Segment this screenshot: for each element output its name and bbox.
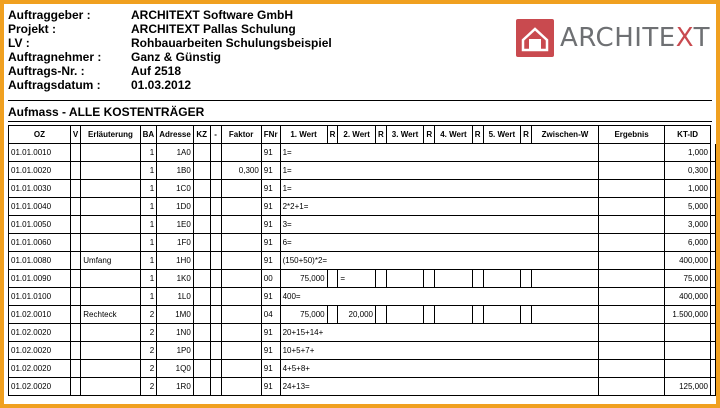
cell-kt-id [711,306,716,324]
cell-faktor [221,306,261,324]
cell-empty [375,270,386,288]
cell-v [70,252,80,270]
column-header[interactable]: Faktor [221,126,261,144]
column-header[interactable]: Zwischen-W [531,126,598,144]
cell-formula: 6= [280,234,598,252]
cell-fnr: 91 [261,342,280,360]
cell-faktor [221,180,261,198]
cell-erlaeuterung [81,288,140,306]
cell-zwischenwert [598,252,664,270]
cell-zwischenwert [598,216,664,234]
table-row[interactable] [9,252,716,270]
cell-adresse: 1N0 [157,324,194,342]
cell-minus [210,342,221,360]
cell-v [70,360,80,378]
cell-minus [210,270,221,288]
cell-empty [521,306,532,324]
table-row[interactable] [9,180,716,198]
cell-adresse: 1E0 [157,216,194,234]
cell-v [70,324,80,342]
cell-zwischenwert [598,360,664,378]
cell-ba: 1 [140,270,157,288]
cell-faktor [221,216,261,234]
cell-fnr: 91 [261,144,280,162]
document-page [4,4,716,404]
cell-kt-id [711,162,716,180]
cell-adresse: 1C0 [157,180,194,198]
cell-kz [193,270,210,288]
cell-erlaeuterung [81,342,140,360]
column-header[interactable]: Ergebnis [598,126,664,144]
cell-oz: 01.02.0020 [9,378,71,396]
cell-v [70,234,80,252]
column-header[interactable]: KT-ID [665,126,711,144]
header-row-order-number: Auftrags-Nr. : Auf 2518 [8,64,182,78]
cell-ba: 2 [140,306,157,324]
cell-oz: 01.02.0010 [9,306,71,324]
column-header[interactable]: FNr [261,126,280,144]
table-row[interactable] [9,378,716,396]
column-header[interactable]: - [210,126,221,144]
cell-formula: 20+15+14+ [280,324,598,342]
cell-adresse: 1L0 [157,288,194,306]
cell-zwischenwert [598,270,664,288]
cell-zwischenwert [598,288,664,306]
cell-kt-id [711,378,716,396]
header-row-client: Auftraggeber : ARCHITEXT Software GmbH [8,8,294,22]
cell-empty [483,270,521,288]
cell-ergebnis: 400,000 [665,288,711,306]
cell-kt-id [711,144,716,162]
cell-erlaeuterung [81,216,140,234]
column-header[interactable]: 2. Wert [338,126,376,144]
column-header[interactable]: 1. Wert [280,126,327,144]
cell-oz: 01.01.0010 [9,144,71,162]
cell-faktor: 0,300 [221,162,261,180]
cell-ba: 1 [140,162,157,180]
column-header[interactable]: Adresse [157,126,194,144]
cell-kt-id [711,252,716,270]
column-header[interactable]: 4. Wert [435,126,473,144]
cell-formula: 4+5+8+ [280,360,598,378]
cell-erlaeuterung: Umfang [81,252,140,270]
table-row[interactable] [9,306,716,324]
cell-minus [210,360,221,378]
cell-fnr: 91 [261,198,280,216]
cell-ba: 1 [140,144,157,162]
column-header[interactable]: R [327,126,338,144]
table-header-row [9,126,716,144]
cell-ba: 1 [140,198,157,216]
cell-wert-1: 75,000 [280,270,327,288]
cell-faktor [221,198,261,216]
cell-adresse: 1F0 [157,234,194,252]
cell-ergebnis [665,342,711,360]
column-header[interactable]: BA [140,126,157,144]
cell-wert-2: 20,000 [338,306,376,324]
cell-kt-id [711,342,716,360]
cell-adresse: 1A0 [157,144,194,162]
logo-wordmark: ARCHITEXT [560,23,710,53]
cell-kt-id [711,360,716,378]
cell-v [70,342,80,360]
header-row-order-date: Auftragsdatum : 01.03.2012 [8,78,192,92]
cell-wert-1: 75,000 [280,306,327,324]
cell-kt-id [711,234,716,252]
table-row[interactable] [9,216,716,234]
cell-zwischenwert [598,198,664,216]
cell-adresse: 1D0 [157,198,194,216]
cell-erlaeuterung [81,162,140,180]
cell-fnr: 91 [261,378,280,396]
cell-erlaeuterung [81,360,140,378]
cell-v [70,378,80,396]
cell-empty [375,306,386,324]
cell-erlaeuterung [81,198,140,216]
cell-oz: 01.01.0060 [9,234,71,252]
column-header[interactable]: 5. Wert [483,126,521,144]
cell-kz [193,324,210,342]
cell-minus [210,324,221,342]
cell-oz: 01.02.0020 [9,360,71,378]
cell-kz [193,378,210,396]
cell-ergebnis: 1,000 [665,180,711,198]
cell-empty [386,270,424,288]
cell-kz [193,216,210,234]
cell-ergebnis: 5,000 [665,198,711,216]
cell-faktor [221,360,261,378]
cell-adresse: 1B0 [157,162,194,180]
cell-kt-id [711,180,716,198]
cell-ergebnis: 6,000 [665,234,711,252]
cell-oz: 01.01.0100 [9,288,71,306]
cell-minus [210,252,221,270]
column-header[interactable]: R [472,126,483,144]
cell-v [70,180,80,198]
cell-v [70,306,80,324]
cell-erlaeuterung [81,144,140,162]
cell-faktor [221,342,261,360]
cell-kz [193,144,210,162]
cell-v [70,288,80,306]
column-header[interactable]: OZ [9,126,71,144]
cell-adresse: 1H0 [157,252,194,270]
cell-ba: 2 [140,324,157,342]
header-row-project: Projekt : ARCHITEXT Pallas Schulung [8,22,296,36]
cell-kz [193,162,210,180]
cell-formula: 1= [280,144,598,162]
cell-fnr: 91 [261,216,280,234]
cell-faktor [221,144,261,162]
cell-ba: 1 [140,234,157,252]
cell-kz [193,306,210,324]
header-row-contractor: Auftragnehmer : Ganz & Günstig [8,50,221,64]
cell-kz [193,180,210,198]
column-header[interactable]: Erläuterung [81,126,140,144]
cell-formula: 10+5+7+ [280,342,598,360]
column-header[interactable]: R [375,126,386,144]
cell-formula: 2*2+1= [280,198,598,216]
cell-ergebnis: 0,300 [665,162,711,180]
cell-v [70,270,80,288]
cell-fnr: 04 [261,306,280,324]
house-logo-icon [516,19,554,57]
cell-ergebnis: 1,000 [665,144,711,162]
cell-faktor [221,288,261,306]
cell-empty [424,270,435,288]
cell-fnr: 91 [261,324,280,342]
cell-ba: 1 [140,180,157,198]
cell-faktor [221,234,261,252]
cell-fnr: 91 [261,234,280,252]
cell-kz [193,360,210,378]
cell-ba: 1 [140,216,157,234]
cell-ergebnis: 1.500,000 [665,306,711,324]
cell-oz: 01.01.0050 [9,216,71,234]
cell-adresse: 1P0 [157,342,194,360]
cell-minus [210,144,221,162]
measurement-table [8,125,716,396]
cell-oz: 01.01.0080 [9,252,71,270]
cell-erlaeuterung: Rechteck [81,306,140,324]
cell-v [70,216,80,234]
cell-kt-id [711,270,716,288]
cell-oz: 01.01.0090 [9,270,71,288]
cell-empty [531,306,598,324]
cell-kz [193,198,210,216]
cell-fnr: 91 [261,180,280,198]
cell-zwischenwert [598,234,664,252]
cell-zwischenwert [598,162,664,180]
table-row[interactable] [9,162,716,180]
cell-minus [210,198,221,216]
cell-erlaeuterung [81,378,140,396]
cell-minus [210,180,221,198]
cell-zwischenwert [598,324,664,342]
table-row[interactable] [9,198,716,216]
cell-r1 [327,306,338,324]
cell-kt-id [711,216,716,234]
cell-empty [531,270,598,288]
cell-oz: 01.01.0030 [9,180,71,198]
cell-erlaeuterung [81,270,140,288]
cell-minus [210,216,221,234]
section-title: Aufmass - ALLE KOSTENTRÄGER [8,105,205,119]
cell-empty [386,306,424,324]
cell-oz: 01.02.0020 [9,342,71,360]
cell-faktor [221,378,261,396]
table-row[interactable] [9,234,716,252]
cell-ba: 1 [140,288,157,306]
table-row[interactable] [9,144,716,162]
cell-fnr: 00 [261,270,280,288]
cell-kz [193,288,210,306]
cell-kt-id [711,288,716,306]
cell-erlaeuterung [81,234,140,252]
cell-faktor [221,324,261,342]
table-body [9,144,716,396]
cell-adresse: 1M0 [157,306,194,324]
cell-kz [193,252,210,270]
cell-ergebnis [665,360,711,378]
cell-empty [483,306,521,324]
cell-adresse: 1R0 [157,378,194,396]
cell-oz: 01.01.0040 [9,198,71,216]
cell-empty [521,270,532,288]
cell-formula: 1= [280,180,598,198]
table-row[interactable] [9,342,716,360]
table-row[interactable] [9,360,716,378]
cell-ba: 2 [140,360,157,378]
divider [8,100,712,101]
cell-kt-id [711,198,716,216]
cell-fnr: 91 [261,288,280,306]
cell-minus [210,378,221,396]
document-header [8,8,428,92]
cell-r1 [327,270,338,288]
cell-fnr: 91 [261,360,280,378]
cell-ergebnis: 400,000 [665,252,711,270]
table-row[interactable] [9,288,716,306]
header-row-lv: LV : Rohbauarbeiten Schulungsbeispiel [8,36,332,50]
cell-ergebnis: 3,000 [665,216,711,234]
column-header[interactable]: V [70,126,80,144]
cell-zwischenwert [598,144,664,162]
cell-kz [193,234,210,252]
cell-zwischenwert [598,342,664,360]
cell-v [70,198,80,216]
cell-ba: 1 [140,252,157,270]
cell-formula: 3= [280,216,598,234]
cell-minus [210,234,221,252]
cell-formula: 400= [280,288,598,306]
cell-empty [435,270,473,288]
cell-kt-id [711,324,716,342]
table-row[interactable] [9,324,716,342]
cell-empty [472,306,483,324]
architext-logo [516,18,710,58]
cell-ergebnis [665,324,711,342]
column-header[interactable]: R [521,126,532,144]
column-header[interactable]: R [424,126,435,144]
cell-formula: (150+50)*2= [280,252,598,270]
cell-erlaeuterung [81,180,140,198]
cell-empty [435,306,473,324]
cell-faktor [221,270,261,288]
cell-oz: 01.02.0020 [9,324,71,342]
cell-adresse: 1Q0 [157,360,194,378]
column-header[interactable]: KZ [193,126,210,144]
cell-ergebnis: 125,000 [665,378,711,396]
cell-fnr: 91 [261,252,280,270]
cell-ba: 2 [140,378,157,396]
column-header[interactable]: 3. Wert [386,126,424,144]
cell-kz [193,342,210,360]
cell-oz: 01.01.0020 [9,162,71,180]
cell-fnr: 91 [261,162,280,180]
divider [8,121,712,122]
cell-zwischenwert [598,378,664,396]
cell-minus [210,162,221,180]
cell-formula: 1= [280,162,598,180]
cell-zwischenwert [598,180,664,198]
cell-wert-2: = [338,270,376,288]
cell-v [70,144,80,162]
cell-adresse: 1K0 [157,270,194,288]
cell-ergebnis: 75,000 [665,270,711,288]
cell-empty [424,306,435,324]
cell-zwischenwert [598,306,664,324]
cell-faktor [221,252,261,270]
cell-formula: 24+13= [280,378,598,396]
cell-v [70,162,80,180]
cell-ba: 2 [140,342,157,360]
cell-empty [472,270,483,288]
table-row[interactable] [9,270,716,288]
cell-minus [210,306,221,324]
cell-minus [210,288,221,306]
cell-erlaeuterung [81,324,140,342]
